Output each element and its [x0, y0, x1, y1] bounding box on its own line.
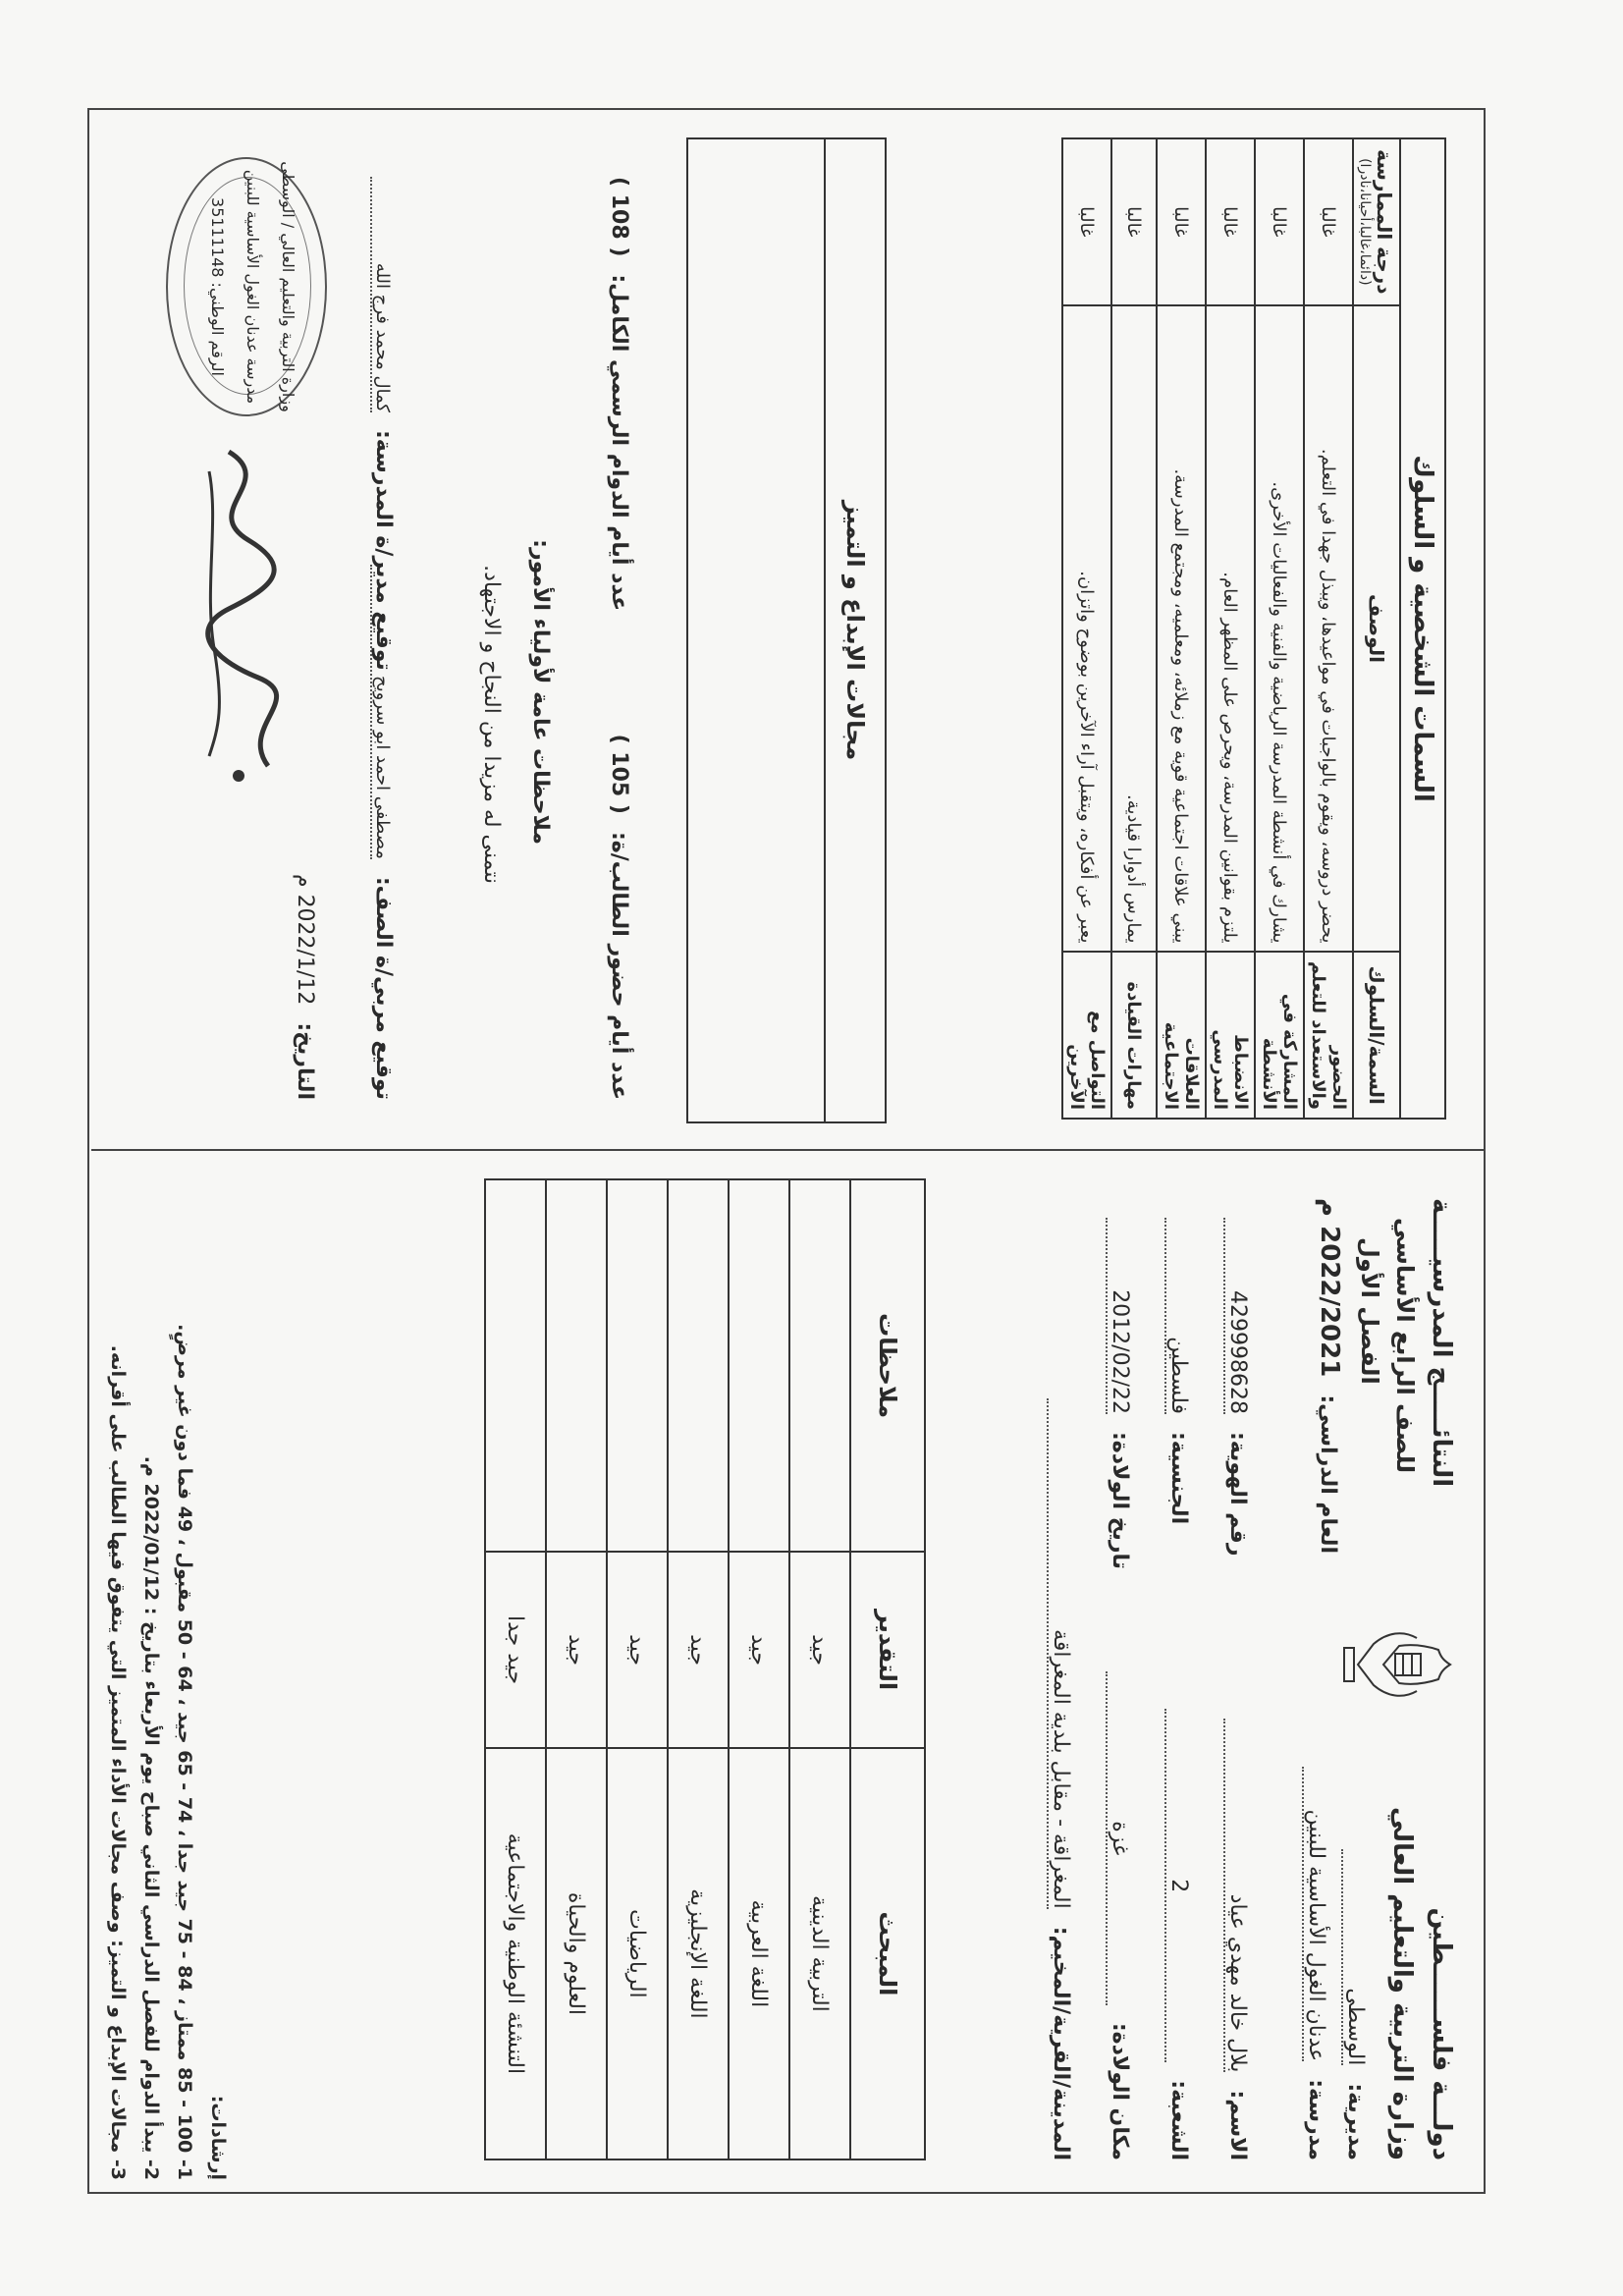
traits-header-row — [1353, 138, 1400, 1119]
desc-cell: يبني علاقات اجتماعية قوية مع زملائه، ومعلميه، ومجتمع المدرسة. — [1157, 305, 1206, 953]
stamp-line: وزارة التربية والتعليم العالي / الوسطى — [279, 161, 298, 412]
subject-cell: التنشئة الوطنية والاجتماعية — [485, 1748, 546, 2159]
total-days-label: عدد أيام الدوام الرسمي الكامل: — [607, 274, 631, 612]
instruction-line: 1- 100 - 85 ممتاز ، 84 - 75 جيد جدا ، 74 - 65 جيد ، 64 - 50 مقبول ، 49 فما دون غير مرضٍ. — [174, 1324, 195, 2180]
academic-year-value: 2022/2021 م — [1315, 1198, 1344, 1378]
attended-days-row — [607, 735, 631, 1100]
trait-cell: الانضباط المدرسي — [1206, 952, 1255, 1119]
grade-line: للصف الرابع الأساسي — [1391, 1218, 1419, 1474]
table-row — [1111, 138, 1157, 1119]
term-label: الفصل الأول — [1356, 1237, 1383, 1385]
degree-cell: غالبا — [1157, 138, 1206, 305]
rating-cell: جيد — [607, 1552, 668, 1748]
id-value: 429998628 — [1223, 1218, 1250, 1414]
academic-year-row — [1315, 1198, 1344, 1554]
teacher-name: مصطفى احمد ابو سرويح — [370, 565, 393, 859]
rating-cell: جيد — [546, 1552, 607, 1748]
table-row — [485, 1179, 546, 2159]
rating-cell: جيد — [789, 1552, 850, 1748]
birthdate-value: 2012/02/22 — [1106, 1218, 1132, 1414]
date-row — [293, 874, 317, 1100]
desc-cell: يلتزم بقوانين المدرسة، ويحرص على المظهر العام. — [1206, 305, 1255, 953]
table-row — [789, 1179, 850, 2159]
rating-cell: جيد جدا — [485, 1552, 546, 1748]
table-row — [729, 1179, 789, 2159]
instructions-title: إرشادات: — [207, 2095, 229, 2180]
notes-cell — [729, 1179, 789, 1552]
desc-cell: يحضر دروسه، ويقوم بالواجبات في مواعيدها، ويبذل جهدا في التعلم. — [1304, 305, 1353, 953]
subject-cell: اللغة الإنجليزية — [668, 1748, 729, 2159]
notes-cell — [789, 1179, 850, 1552]
results-panel — [101, 1159, 1476, 2180]
notes-cell — [607, 1179, 668, 1552]
grades-header-row — [850, 1179, 925, 2159]
traits-table — [1061, 137, 1446, 1120]
total-days-value: ( 108 ) — [607, 177, 631, 257]
table-row — [607, 1179, 668, 2159]
degree-cell: غالبا — [1304, 138, 1353, 305]
instructions-block — [101, 1159, 235, 2180]
table-row — [1206, 138, 1255, 1119]
academic-year-label: العام الدراسي: — [1316, 1394, 1340, 1555]
section-value: 2 — [1164, 1709, 1191, 2062]
degree-header-sub: (دائما،غالبا،أحيانا،نادرا) — [1357, 158, 1373, 286]
date-label: التاريخ: — [293, 1022, 317, 1100]
palestine-emblem-icon — [1338, 1620, 1456, 1709]
section-label: الشعبة: — [1166, 2080, 1191, 2160]
school-value: عدنان الغول الأساسية للبنين — [1302, 1767, 1328, 2061]
school-row — [1302, 1767, 1328, 2160]
state-title: دولـــة فلســــــطين — [1427, 1907, 1456, 2160]
instruction-line: 2- يبدأ الدوام للفصل الدراسي الثاني صباح يوم الأربعاء بتاريخ : 2022/01/12 م. — [140, 1455, 162, 2180]
notes-cell — [485, 1179, 546, 1552]
date-value: 2022/1/12 م — [293, 873, 317, 1006]
student-name-row — [1223, 1719, 1250, 2160]
principal-signature-label: توقيع مدير/ة المدرسة: — [371, 430, 396, 671]
stamp-line: الرقم الوطني: 35111148 — [208, 197, 227, 376]
remarks-text: نتمنى له مزيدا من النجاح و الاجتهاد. — [479, 565, 504, 884]
id-label: رقم الهوية: — [1225, 1432, 1250, 1557]
trait-cell: الحضور والاستعداد للتعلم — [1304, 952, 1353, 1119]
id-row — [1223, 1218, 1250, 1557]
birthplace-value: غزة — [1106, 1671, 1132, 2005]
desc-header: الوصف — [1353, 305, 1400, 953]
ministry-title: وزارة التربية والتعليم العالي — [1387, 1806, 1417, 2160]
total-days-row — [607, 177, 631, 611]
trait-cell: مهارات القيادة — [1111, 952, 1157, 1119]
remarks-title: ملاحظات عامة لأولياء الأمور: — [528, 539, 553, 845]
notes-header: ملاحظات — [850, 1179, 925, 1552]
subject-cell: التربية الدينية — [789, 1748, 850, 2159]
subject-cell: العلوم والحياة — [546, 1748, 607, 2159]
subject-cell: الرياضيات — [607, 1748, 668, 2159]
attended-days-label: عدد أيام حضور الطالب/ة: — [607, 831, 631, 1100]
traits-title: السمات الشخصية و السلوك — [1400, 138, 1445, 1119]
school-label: مدرسة: — [1304, 2079, 1328, 2160]
instruction-line: 3- مجالات الإبداع و التميز: وصف مجالات الأداء المتميز التي يتفوق فيها الطالب على أقرانه. — [107, 1344, 129, 2180]
directorate-value: الوسطى — [1341, 1849, 1368, 2065]
student-name-label: الاسم: — [1225, 2090, 1250, 2160]
rating-header: التقدير — [850, 1552, 925, 1748]
degree-header-title: درجة الممارسة — [1373, 149, 1396, 295]
traits-panel — [101, 118, 1476, 1139]
table-row — [1062, 138, 1111, 1119]
city-label: المدينة/القرية/المخيم: — [1049, 1926, 1073, 2160]
degree-cell: غالبا — [1206, 138, 1255, 305]
signature-image — [180, 432, 298, 786]
degree-header — [1353, 138, 1400, 305]
stamp-line: مدرسة عدنان الغول الأساسية للبنين — [243, 169, 262, 405]
table-row — [1304, 138, 1353, 1119]
birthplace-label: مكان الولادة: — [1108, 2022, 1132, 2160]
degree-cell: غالبا — [1255, 138, 1304, 305]
city-row — [1047, 1398, 1073, 2160]
subject-cell: اللغة العربية — [729, 1748, 789, 2159]
student-name-value: بلال خالد مهدي عياد — [1223, 1719, 1250, 2072]
city-value: المغراقة - مقابل بلدية المغراقة — [1047, 1398, 1073, 1909]
birthdate-row — [1106, 1218, 1132, 1569]
center-divider — [91, 1149, 1486, 1151]
trait-cell: المشاركة في الأنشطة — [1255, 952, 1304, 1119]
document-title: النتائـــــج المدرسيـــــة — [1427, 1198, 1456, 1488]
principal-name: كمال محمد فرج الله — [370, 177, 393, 412]
creative-title: مجالات الإبداع و التميز — [824, 139, 885, 1121]
birthdate-label: تاريخ الولادة: — [1108, 1432, 1132, 1570]
principal-signature-row — [370, 177, 396, 671]
trait-cell: العلاقات الاجتماعية — [1157, 952, 1206, 1119]
creative-box — [686, 137, 887, 1123]
notes-cell — [668, 1179, 729, 1552]
teacher-signature-label: توقيع مربي/ة الصف: — [371, 876, 396, 1100]
nationality-value: فلسطين — [1164, 1218, 1191, 1414]
degree-cell: غالبا — [1062, 138, 1111, 305]
trait-cell: التواصل مع الآخرين — [1062, 952, 1111, 1119]
directorate-label: مديرية: — [1343, 2083, 1368, 2160]
directorate-row — [1341, 1849, 1368, 2160]
section-row — [1164, 1709, 1191, 2160]
attended-days-value: ( 105 ) — [607, 734, 631, 814]
subject-header: المبحث — [850, 1748, 925, 2159]
desc-cell: يمارس أدوارا قيادية. — [1111, 305, 1157, 953]
school-stamp — [166, 157, 327, 416]
table-row — [1255, 138, 1304, 1119]
desc-cell: يشارك في أنشطة المدرسة الرياضية والفنية والفعاليات الأخرى. — [1255, 305, 1304, 953]
rating-cell: جيد — [729, 1552, 789, 1748]
table-row — [668, 1179, 729, 2159]
table-row — [546, 1179, 607, 2159]
nationality-label: الجنسية: — [1166, 1432, 1191, 1525]
grades-table — [484, 1178, 926, 2160]
desc-cell: يعبر عن أفكاره، ويتقبل آراء الآخرين بوضوح واتزان. — [1062, 305, 1111, 953]
rating-cell: جيد — [668, 1552, 729, 1748]
nationality-row — [1164, 1218, 1191, 1524]
trait-header: السمة/السلوك — [1353, 952, 1400, 1119]
degree-cell: غالبا — [1111, 138, 1157, 305]
notes-cell — [546, 1179, 607, 1552]
birthplace-row — [1106, 1671, 1132, 2160]
table-row — [1157, 138, 1206, 1119]
